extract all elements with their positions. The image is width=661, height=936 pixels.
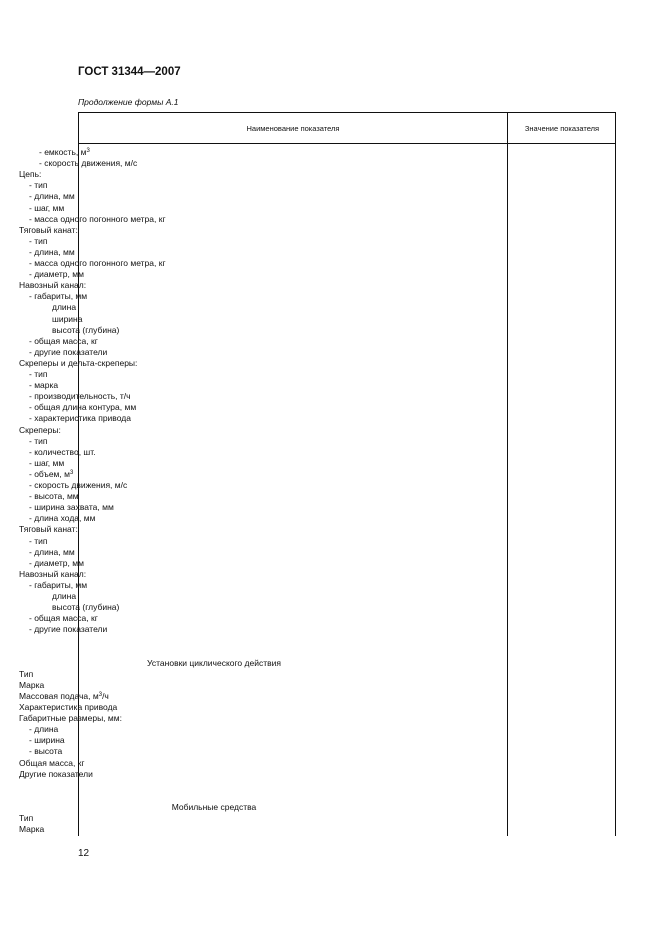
table-row bbox=[29, 247, 75, 258]
row-label: - диаметр, мм bbox=[29, 269, 84, 280]
row-label: - тип bbox=[29, 435, 48, 446]
row-label: - длина хода, мм bbox=[29, 513, 96, 524]
header-divider bbox=[79, 143, 615, 144]
row-label: высота (глубина) bbox=[52, 324, 120, 335]
row-label: - характеристика привода bbox=[29, 413, 131, 424]
table-row bbox=[19, 569, 86, 580]
row-label: - длина, мм bbox=[29, 546, 75, 557]
table-row bbox=[19, 824, 44, 835]
table-row bbox=[19, 225, 78, 236]
table-row bbox=[29, 469, 73, 480]
table-row bbox=[29, 458, 64, 469]
table-row bbox=[19, 680, 44, 691]
table-row bbox=[52, 602, 119, 613]
row-label: Мобильные средства bbox=[171, 801, 257, 812]
table-row bbox=[29, 291, 87, 302]
row-label: Навозный канал: bbox=[19, 280, 87, 291]
column-header-name: Наименование показателя bbox=[246, 123, 340, 133]
row-label: - скорость движения, м/с bbox=[39, 158, 138, 169]
row-label: длина bbox=[52, 302, 77, 313]
row-label: длина bbox=[52, 591, 77, 601]
page-number: 12 bbox=[78, 848, 90, 859]
table-row bbox=[29, 347, 107, 358]
table-row bbox=[29, 558, 84, 569]
table-row bbox=[52, 302, 76, 313]
row-label: - объем, м bbox=[29, 468, 70, 479]
row-label: Общая масса, кг bbox=[19, 757, 85, 768]
row-suffix: /ч bbox=[102, 690, 109, 701]
table-row bbox=[19, 669, 33, 680]
table-row bbox=[29, 380, 58, 391]
table-row bbox=[29, 536, 47, 547]
table-row bbox=[39, 158, 137, 169]
table-row bbox=[29, 369, 47, 380]
table-row bbox=[29, 258, 166, 269]
row-label: - габариты, мм bbox=[29, 291, 88, 302]
table-row bbox=[29, 436, 47, 447]
row-label: - общая масса, кг bbox=[29, 613, 98, 624]
row-superscript: 3 bbox=[69, 469, 74, 476]
row-label: Тяговый канат: bbox=[19, 224, 78, 235]
table-row bbox=[29, 735, 65, 746]
row-label: - габариты, мм bbox=[29, 579, 88, 590]
row-label: - масса одного погонного метра, кг bbox=[29, 213, 166, 224]
table-row bbox=[19, 691, 109, 702]
row-label: - другие показатели bbox=[29, 346, 108, 357]
table-row bbox=[29, 547, 75, 558]
row-label: - скорость движения, м/с bbox=[29, 480, 128, 490]
table-row bbox=[19, 658, 409, 669]
table-row bbox=[29, 391, 131, 402]
table-row bbox=[52, 314, 82, 325]
table-row bbox=[52, 325, 119, 336]
row-label: Тип bbox=[19, 813, 34, 823]
document-id: ГОСТ 31344—2007 bbox=[78, 66, 181, 78]
row-label: ширина bbox=[52, 313, 83, 324]
row-label: - производительность, т/ч bbox=[29, 391, 131, 402]
column-divider bbox=[507, 113, 508, 836]
table-row bbox=[29, 513, 95, 524]
row-label: - масса одного погонного метра, кг bbox=[29, 258, 166, 268]
row-label: - длина bbox=[29, 724, 59, 735]
table-row bbox=[29, 480, 127, 491]
table-row bbox=[29, 214, 166, 225]
row-label: Установки циклического действия bbox=[147, 657, 281, 668]
table-row bbox=[29, 613, 98, 624]
row-superscript: 3 bbox=[98, 691, 103, 698]
row-label: - общая длина контура, мм bbox=[29, 402, 137, 413]
row-label: - тип bbox=[29, 369, 48, 379]
table-row bbox=[19, 280, 86, 291]
row-label: - длина, мм bbox=[29, 191, 75, 202]
table-row bbox=[19, 702, 117, 713]
table-row bbox=[29, 502, 114, 513]
table-row bbox=[19, 713, 122, 724]
row-label: Марка bbox=[19, 679, 45, 690]
row-label: Тип bbox=[19, 668, 34, 679]
table-row bbox=[19, 802, 409, 813]
row-label: - тип bbox=[29, 535, 48, 546]
row-label: - шаг, мм bbox=[29, 202, 65, 213]
table-row bbox=[19, 358, 137, 369]
row-label: высота (глубина) bbox=[52, 602, 120, 613]
row-label: Характеристика привода bbox=[19, 702, 118, 712]
table-row bbox=[39, 147, 90, 158]
table-row bbox=[29, 191, 75, 202]
row-label: - тип bbox=[29, 235, 48, 246]
table-row bbox=[19, 758, 85, 769]
table-row bbox=[29, 580, 87, 591]
row-label: - ширина захвата, мм bbox=[29, 502, 114, 513]
row-label: - шаг, мм bbox=[29, 457, 65, 468]
table-row bbox=[19, 813, 33, 824]
row-label: Скреперы и дельта-скреперы: bbox=[19, 357, 138, 368]
row-label: - диаметр, мм bbox=[29, 557, 84, 568]
row-superscript: 3 bbox=[86, 148, 90, 154]
row-label: Скреперы: bbox=[19, 424, 61, 435]
row-label: Габаритные размеры, мм: bbox=[19, 713, 122, 724]
row-label: Тяговый канат: bbox=[19, 524, 78, 535]
table-row bbox=[19, 169, 41, 180]
row-label: Цепь: bbox=[19, 169, 42, 180]
table-row bbox=[29, 624, 107, 635]
column-header-value: Значение показателя bbox=[524, 123, 600, 133]
row-label: - длина, мм bbox=[29, 246, 75, 257]
table-row bbox=[29, 447, 96, 458]
row-label: Марка bbox=[19, 824, 45, 835]
table-row bbox=[29, 180, 47, 191]
row-label: - общая масса, кг bbox=[29, 335, 98, 346]
row-label: - тип bbox=[29, 180, 48, 191]
table-row bbox=[19, 524, 78, 535]
table-row bbox=[29, 413, 131, 424]
table-row bbox=[29, 746, 62, 757]
row-label: Навозный канал: bbox=[19, 568, 87, 579]
row-label: - высота bbox=[29, 746, 63, 757]
row-label: Другие показатели bbox=[19, 768, 93, 779]
row-label: - количество, шт. bbox=[29, 446, 96, 457]
table-row bbox=[29, 402, 136, 413]
row-label: - емкость, м bbox=[39, 147, 87, 157]
row-label: - ширина bbox=[29, 735, 65, 746]
form-continuation-caption: Продолжение формы А.1 bbox=[78, 97, 179, 107]
table-row bbox=[29, 269, 84, 280]
table-row bbox=[29, 236, 47, 247]
row-label: - другие показатели bbox=[29, 624, 108, 635]
table-row bbox=[19, 425, 61, 436]
table-row bbox=[29, 336, 98, 347]
table-row bbox=[29, 203, 64, 214]
table-row bbox=[19, 769, 93, 780]
row-label: - высота, мм bbox=[29, 491, 79, 502]
table-row bbox=[29, 491, 79, 502]
table-row bbox=[29, 724, 58, 735]
row-label: Массовая подача, м bbox=[19, 690, 99, 701]
table-row bbox=[52, 591, 76, 602]
row-label: - марка bbox=[29, 380, 59, 391]
